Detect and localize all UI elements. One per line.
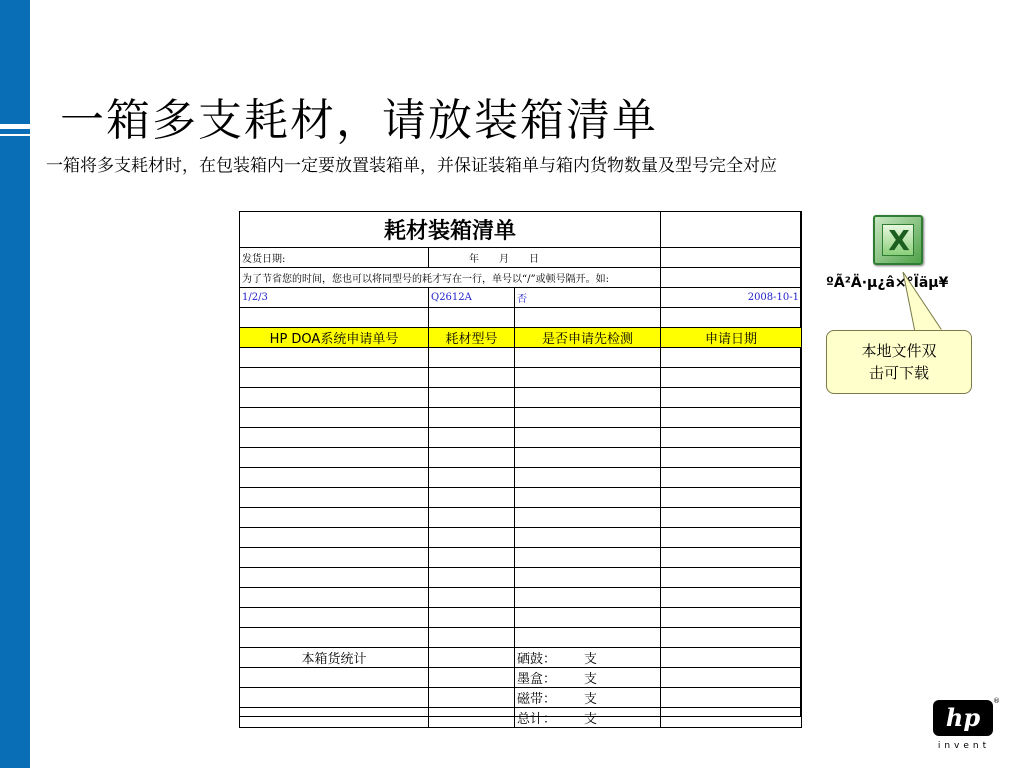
summary-label: 本箱货统计 <box>240 648 429 668</box>
column-header: 耗材型号 <box>429 328 515 348</box>
callout-pointer <box>895 272 955 332</box>
table-row <box>240 428 802 448</box>
example-order-no: 1/2/3 <box>240 288 429 308</box>
accent-stripe-thin <box>0 134 30 136</box>
summary-row <box>240 668 802 688</box>
table-row <box>240 508 802 528</box>
table-row <box>240 348 802 368</box>
example-model: Q2612A <box>429 288 515 308</box>
download-hint-callout <box>826 330 972 394</box>
slide-description: 一箱将多支耗材时，在包装箱内一定要放置装箱单，并保证装箱单与箱内货物数量及型号完全对应 <box>46 156 777 176</box>
excel-file-icon[interactable] <box>873 215 923 265</box>
table-row <box>240 388 802 408</box>
hp-logo-text: hp <box>945 703 981 732</box>
example-date: 2008-10-1 <box>661 288 802 308</box>
summary-item-name: 磁带： <box>517 692 557 707</box>
column-header: 申请日期 <box>661 328 802 348</box>
callout-line-1: 本地文件双 <box>861 342 937 360</box>
hp-logo <box>933 700 995 740</box>
attachment-label[interactable]: ºÃ²Ä·µ¿â×°Ïäµ¥ <box>826 275 949 291</box>
ship-date-label: 发货日期: <box>240 248 429 268</box>
column-header: HP DOA系统申请单号 <box>240 328 429 348</box>
excel-x-glyph: X <box>888 224 910 257</box>
summary-item-name: 总计： <box>517 712 557 727</box>
example-precheck: 否 <box>515 288 661 308</box>
instruction-text: 为了节省您的时间，您也可以将同型号的耗才写在一行，单号以“/”或顿号隔开。如: <box>240 268 661 288</box>
summary-item-unit: 支 <box>584 712 598 727</box>
table-row <box>240 528 802 548</box>
table-row <box>240 408 802 428</box>
table-row <box>240 548 802 568</box>
summary-row <box>240 708 802 728</box>
table-row <box>240 368 802 388</box>
table-row <box>240 608 802 628</box>
slide-title: 一箱多支耗材，请放装箱清单 <box>60 95 658 146</box>
column-header: 是否申请先检测 <box>515 328 661 348</box>
table-row <box>240 448 802 468</box>
summary-item-name: 硒鼓： <box>517 652 557 667</box>
callout-line-2: 击可下载 <box>868 364 929 382</box>
column-header-row <box>240 328 802 348</box>
table-row <box>240 588 802 608</box>
left-accent-bar <box>0 0 30 768</box>
table-row <box>240 488 802 508</box>
summary-item-name: 墨盒： <box>517 672 557 687</box>
summary-item-unit: 支 <box>584 652 598 667</box>
summary-item-unit: 支 <box>584 672 598 687</box>
sheet-title: 耗材装箱清单 <box>240 212 661 248</box>
packing-list-sheet <box>239 211 801 727</box>
accent-stripe <box>0 124 30 129</box>
table-row <box>240 468 802 488</box>
table-row <box>240 628 802 648</box>
brand-tagline: invent <box>937 741 991 751</box>
ship-date-placeholder: 年 月 日 <box>429 248 661 268</box>
summary-item-unit: 支 <box>584 692 598 707</box>
table-row <box>240 568 802 588</box>
summary-row <box>240 648 802 668</box>
summary-row <box>240 688 802 708</box>
registered-mark: ® <box>993 697 1000 705</box>
